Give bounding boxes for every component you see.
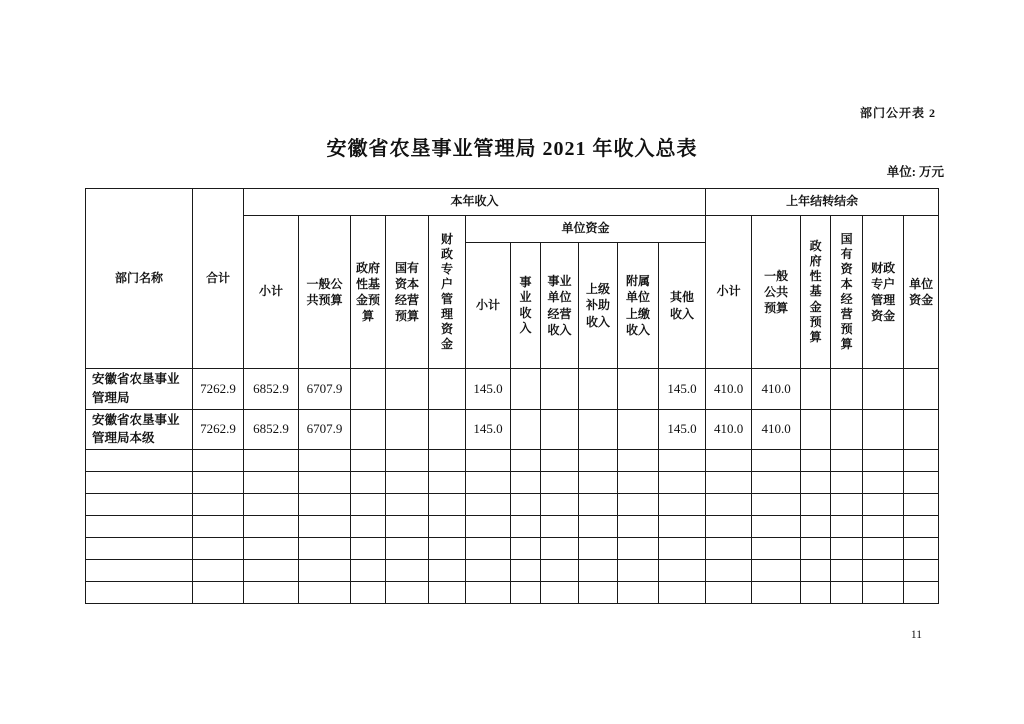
empty-cell	[618, 582, 659, 604]
value-cell	[863, 369, 904, 410]
empty-cell	[541, 494, 579, 516]
empty-cell	[831, 560, 863, 582]
table-body	[86, 369, 939, 450]
empty-cell	[752, 472, 801, 494]
empty-cell	[904, 516, 939, 538]
empty-cell	[863, 538, 904, 560]
col-header-cy-govt-fund-budget: 政府性基金预算	[351, 216, 386, 369]
empty-cell	[244, 538, 299, 560]
empty-cell	[659, 516, 706, 538]
col-header-co-general-public-budget: 一般公共预算	[752, 216, 801, 369]
empty-row	[86, 560, 939, 582]
empty-cell	[299, 472, 351, 494]
empty-cell	[386, 516, 429, 538]
value-cell	[386, 409, 429, 450]
value-cell: 6852.9	[244, 409, 299, 450]
empty-cell	[579, 538, 618, 560]
col-header-co-govt-fund-budget: 政府性基金预算	[801, 216, 831, 369]
empty-cell	[904, 538, 939, 560]
empty-cell	[351, 538, 386, 560]
col-header-total: 合计	[193, 189, 244, 369]
value-cell	[904, 409, 939, 450]
empty-cell	[904, 450, 939, 472]
col-header-uf-business-operating-income: 事业单位经营收入	[541, 243, 579, 369]
empty-cell	[579, 516, 618, 538]
value-cell	[511, 409, 541, 450]
empty-cell	[193, 560, 244, 582]
empty-cell	[618, 450, 659, 472]
col-header-co-fiscal-special-account: 财政专户管理资金	[863, 216, 904, 369]
empty-row	[86, 516, 939, 538]
empty-cell	[752, 494, 801, 516]
empty-cell	[244, 494, 299, 516]
empty-cell	[244, 516, 299, 538]
empty-cell	[706, 582, 752, 604]
empty-cell	[466, 516, 511, 538]
empty-cell	[831, 538, 863, 560]
empty-cell	[863, 560, 904, 582]
value-cell	[511, 369, 541, 410]
empty-cell	[863, 516, 904, 538]
col-header-uf-other-income: 其他收入	[659, 243, 706, 369]
value-cell	[618, 369, 659, 410]
empty-cell	[193, 494, 244, 516]
empty-cell	[86, 516, 193, 538]
empty-cell	[244, 450, 299, 472]
empty-cell	[801, 450, 831, 472]
value-cell: 145.0	[659, 409, 706, 450]
value-cell	[618, 409, 659, 450]
empty-cell	[801, 538, 831, 560]
empty-cell	[244, 582, 299, 604]
empty-cell	[466, 472, 511, 494]
group-header-current-year: 本年收入	[244, 189, 706, 216]
empty-cell	[244, 472, 299, 494]
empty-cell	[511, 560, 541, 582]
group-header-unit-funds: 单位资金	[466, 216, 706, 243]
empty-cell	[801, 560, 831, 582]
value-cell: 145.0	[659, 369, 706, 410]
empty-cell	[351, 450, 386, 472]
empty-cell	[429, 538, 466, 560]
empty-row	[86, 582, 939, 604]
empty-cell	[801, 472, 831, 494]
empty-cell	[86, 472, 193, 494]
empty-cell	[429, 582, 466, 604]
empty-cell	[351, 582, 386, 604]
empty-cell	[706, 538, 752, 560]
unit-note: 单位: 万元	[886, 165, 944, 179]
empty-cell	[706, 450, 752, 472]
empty-cell	[193, 516, 244, 538]
col-header-dept: 部门名称	[86, 189, 193, 369]
empty-cell	[429, 560, 466, 582]
empty-cell	[706, 516, 752, 538]
empty-cell	[299, 582, 351, 604]
empty-cell	[618, 538, 659, 560]
empty-cell	[659, 472, 706, 494]
empty-cell	[904, 560, 939, 582]
empty-cell	[511, 538, 541, 560]
value-cell: 145.0	[466, 369, 511, 410]
value-cell: 410.0	[752, 369, 801, 410]
value-cell: 410.0	[706, 409, 752, 450]
empty-cell	[351, 516, 386, 538]
empty-cell	[429, 472, 466, 494]
empty-cell	[752, 560, 801, 582]
empty-cell	[541, 582, 579, 604]
empty-cell	[752, 538, 801, 560]
empty-cell	[466, 494, 511, 516]
empty-cell	[706, 560, 752, 582]
empty-cell	[618, 516, 659, 538]
empty-cell	[193, 538, 244, 560]
value-cell	[351, 369, 386, 410]
empty-cell	[659, 538, 706, 560]
empty-cell	[244, 560, 299, 582]
empty-row	[86, 450, 939, 472]
col-header-co-subtotal: 小计	[706, 216, 752, 369]
empty-cell	[863, 494, 904, 516]
empty-cell	[429, 494, 466, 516]
value-cell: 6707.9	[299, 369, 351, 410]
table-header	[86, 189, 939, 369]
empty-cell	[541, 560, 579, 582]
empty-cell	[579, 472, 618, 494]
empty-cell	[659, 560, 706, 582]
empty-cell	[351, 560, 386, 582]
empty-cell	[752, 516, 801, 538]
value-cell	[801, 409, 831, 450]
empty-cell	[193, 450, 244, 472]
empty-cell	[466, 560, 511, 582]
empty-cell	[863, 472, 904, 494]
dept-name-cell: 安徽省农垦事业管理局本级	[86, 409, 193, 450]
empty-cell	[351, 494, 386, 516]
value-cell	[831, 409, 863, 450]
value-cell	[429, 369, 466, 410]
empty-cell	[386, 582, 429, 604]
col-header-co-state-capital-budget: 国有资本经营预算	[831, 216, 863, 369]
empty-row	[86, 494, 939, 516]
value-cell	[801, 369, 831, 410]
empty-cell	[618, 494, 659, 516]
empty-cell	[86, 582, 193, 604]
empty-row	[86, 472, 939, 494]
empty-cell	[541, 472, 579, 494]
table-row	[86, 409, 939, 450]
value-cell: 6852.9	[244, 369, 299, 410]
empty-cell	[618, 472, 659, 494]
group-header-carryover: 上年结转结余	[706, 189, 939, 216]
empty-cell	[904, 472, 939, 494]
col-header-co-unit-funds: 单位资金	[904, 216, 939, 369]
empty-cell	[511, 472, 541, 494]
col-header-uf-subtotal: 小计	[466, 243, 511, 369]
empty-cell	[351, 472, 386, 494]
value-cell: 6707.9	[299, 409, 351, 450]
empty-cell	[386, 560, 429, 582]
empty-cell	[299, 560, 351, 582]
empty-row	[86, 538, 939, 560]
empty-cell	[511, 494, 541, 516]
value-cell	[831, 369, 863, 410]
empty-cell	[386, 472, 429, 494]
empty-rows-body	[86, 450, 939, 604]
empty-cell	[831, 494, 863, 516]
empty-cell	[706, 494, 752, 516]
empty-cell	[86, 450, 193, 472]
empty-cell	[579, 582, 618, 604]
empty-cell	[541, 450, 579, 472]
empty-cell	[904, 494, 939, 516]
col-header-uf-subordinate-remit-income: 附属单位上缴收入	[618, 243, 659, 369]
empty-cell	[429, 450, 466, 472]
empty-cell	[86, 494, 193, 516]
value-cell	[351, 409, 386, 450]
empty-cell	[659, 494, 706, 516]
value-cell: 145.0	[466, 409, 511, 450]
empty-cell	[429, 516, 466, 538]
empty-cell	[299, 450, 351, 472]
empty-cell	[541, 516, 579, 538]
empty-cell	[466, 450, 511, 472]
empty-cell	[511, 450, 541, 472]
col-header-cy-subtotal: 小计	[244, 216, 299, 369]
empty-cell	[386, 450, 429, 472]
empty-cell	[386, 538, 429, 560]
col-header-uf-superior-subsidy-income: 上级补助收入	[579, 243, 618, 369]
col-header-cy-state-capital-budget: 国有资本经营预算	[386, 216, 429, 369]
empty-cell	[579, 560, 618, 582]
value-cell	[904, 369, 939, 410]
empty-cell	[863, 450, 904, 472]
empty-cell	[831, 472, 863, 494]
empty-cell	[511, 582, 541, 604]
empty-cell	[618, 560, 659, 582]
empty-cell	[466, 538, 511, 560]
table-row	[86, 369, 939, 410]
empty-cell	[801, 516, 831, 538]
empty-cell	[659, 450, 706, 472]
value-cell: 7262.9	[193, 369, 244, 410]
empty-cell	[801, 494, 831, 516]
value-cell	[386, 369, 429, 410]
empty-cell	[706, 472, 752, 494]
empty-cell	[659, 582, 706, 604]
empty-cell	[801, 582, 831, 604]
value-cell	[863, 409, 904, 450]
value-cell: 410.0	[752, 409, 801, 450]
value-cell: 7262.9	[193, 409, 244, 450]
empty-cell	[831, 450, 863, 472]
income-summary-table	[85, 188, 939, 604]
value-cell	[541, 409, 579, 450]
col-header-cy-general-public-budget: 一般公共预算	[299, 216, 351, 369]
empty-cell	[831, 516, 863, 538]
dept-name-cell: 安徽省农垦事业管理局	[86, 369, 193, 410]
empty-cell	[863, 582, 904, 604]
empty-cell	[386, 494, 429, 516]
value-cell	[541, 369, 579, 410]
empty-cell	[831, 582, 863, 604]
empty-cell	[579, 494, 618, 516]
empty-cell	[466, 582, 511, 604]
value-cell: 410.0	[706, 369, 752, 410]
corner-label: 部门公开表 2	[859, 106, 936, 120]
empty-cell	[193, 472, 244, 494]
empty-cell	[541, 538, 579, 560]
value-cell	[579, 369, 618, 410]
empty-cell	[752, 450, 801, 472]
empty-cell	[299, 516, 351, 538]
value-cell	[579, 409, 618, 450]
page-title: 安徽省农垦事业管理局 2021 年收入总表	[326, 138, 698, 160]
empty-cell	[193, 582, 244, 604]
empty-cell	[86, 538, 193, 560]
value-cell	[429, 409, 466, 450]
empty-cell	[86, 560, 193, 582]
empty-cell	[904, 582, 939, 604]
empty-cell	[299, 538, 351, 560]
col-header-uf-business-income: 事业收入	[511, 243, 541, 369]
page-number: 11	[910, 629, 922, 641]
empty-cell	[299, 494, 351, 516]
col-header-cy-fiscal-special-account: 财政专户管理资金	[429, 216, 466, 369]
empty-cell	[511, 516, 541, 538]
empty-cell	[579, 450, 618, 472]
empty-cell	[752, 582, 801, 604]
